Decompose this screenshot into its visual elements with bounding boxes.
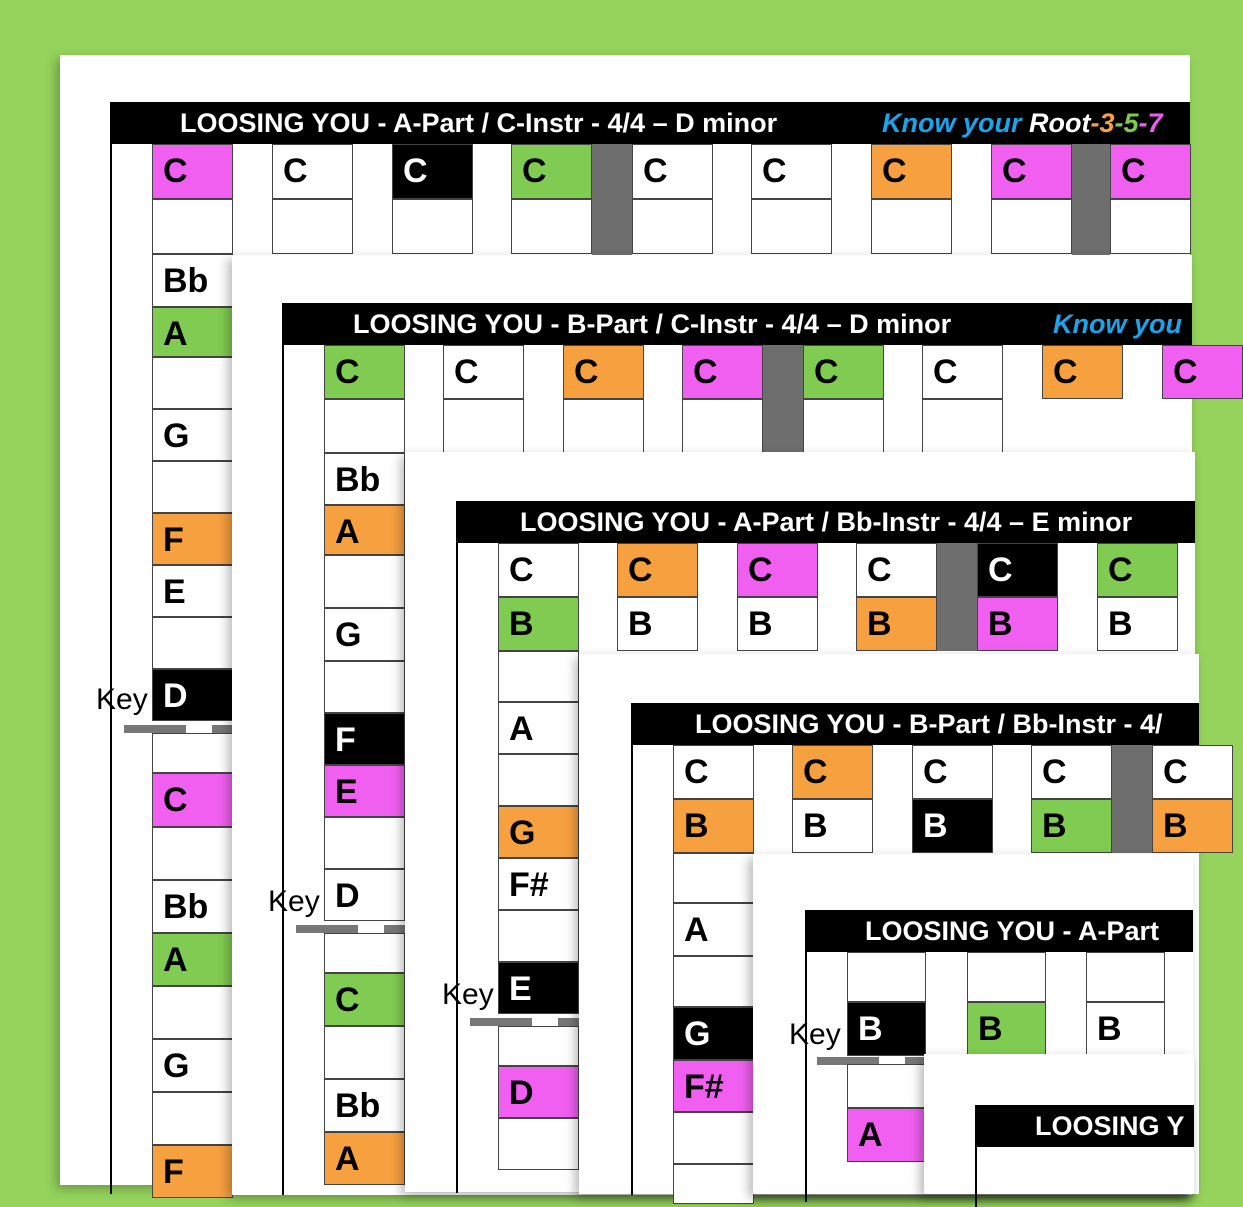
bar-chord-cell: C [977,543,1058,597]
note-cell: A [324,505,405,555]
tagline-know: Know your [882,108,1029,138]
bar-chord-cell: C [1152,745,1233,799]
empty-cell [511,199,592,254]
note-cell: A [498,702,579,754]
key-note-cell: B [847,1002,926,1056]
note-cell: A [847,1108,926,1162]
empty-cell [324,933,405,973]
note-cell: Bb [152,880,233,933]
key-dash [296,925,358,933]
empty-cell [673,1164,754,1204]
note-cell: Bb [324,1079,405,1132]
empty-cell [991,199,1072,254]
bar-chord-cell: C [617,543,698,597]
title-bar [456,501,1195,543]
tagline-root: Root [1029,108,1091,138]
bar-chord-cell: C [673,745,754,799]
empty-cell [324,555,405,608]
sheet-title: LOOSING YOU - B-Part / C-Instr - 4/4 – D minor [353,309,952,339]
empty-cell [324,399,405,453]
key-note-cell: E [498,962,579,1014]
tagline-know: Know you [1053,309,1182,339]
empty-cell [152,1092,233,1145]
empty-cell [152,199,233,254]
bar-chord-cell: C [563,345,644,399]
bar-chord-cell: C [498,543,579,597]
row2-cell: B [1086,1002,1165,1056]
key-note-cell: D [324,869,405,921]
empty-cell [803,399,884,453]
grid-left-line [975,1147,977,1207]
bar-chord-cell: C [1031,745,1112,799]
tagline-dash: - [1138,108,1148,138]
note-cell: E [152,565,233,617]
note-cell: Bb [324,453,405,505]
sheet-title: LOOSING YOU - A-Part / Bb-Instr - 4/4 – E minor [520,507,1133,537]
note-cell: C [324,973,405,1026]
note-cell: Bb [152,254,233,307]
tagline-dash: - [1090,108,1100,138]
title-bar [975,1105,1194,1147]
grid-left-line [110,144,112,1194]
row2-cell: B [792,799,873,853]
empty-cell [751,199,832,254]
empty-cell [498,1026,579,1066]
row2-cell: B [737,597,818,651]
note-cell: C [152,773,233,827]
tagline-3: 3 [1099,108,1115,138]
bar-divider [1112,745,1152,853]
title-bar [282,303,1192,345]
bar-chord-cell: C [922,345,1003,399]
row2-cell: B [1097,597,1178,651]
empty-cell [324,661,405,713]
note-cell: G [673,1007,754,1060]
row2-cell: B [1031,799,1112,853]
empty-cell [152,461,233,513]
empty-cell [1110,199,1191,254]
bar-divider [592,144,632,259]
sheet-title: LOOSING YOU - A-Part / C-Instr - 4/4 – D minor [180,108,778,138]
note-cell: F# [673,1060,754,1112]
empty-cell [498,651,579,702]
row2-cell: B [856,597,937,651]
key-dash [124,725,186,733]
note-cell: G [152,1039,233,1092]
key-label: Key [268,885,320,918]
empty-cell [673,956,754,1007]
bar-chord-cell: C [272,144,353,199]
bar-chord-cell: C [991,144,1072,199]
bar-chord-cell: C [511,144,592,199]
bar-chord-cell: C [1097,543,1178,597]
bar-divider [937,543,977,651]
bar-divider [1072,144,1110,259]
empty-cell [673,1112,754,1164]
bar-chord-cell: C [803,345,884,399]
bar-chord-cell: C [912,745,993,799]
empty-cell [324,1026,405,1079]
empty-cell [847,1064,926,1108]
empty-cell [1086,952,1165,1002]
row2-cell: B [912,799,993,853]
empty-cell [922,399,1003,453]
empty-cell [673,853,754,903]
row2-cell: B [498,597,579,651]
grid-left-line [631,745,633,1195]
key-note-cell: D [152,669,233,721]
note-cell: F# [498,858,579,910]
tagline [1053,303,1182,345]
bar-chord-cell: C [632,144,713,199]
empty-cell [152,986,233,1039]
sheet-title: LOOSING Y [1035,1111,1185,1141]
tagline-5: 5 [1123,108,1139,138]
bar-divider [763,345,803,453]
bar-chord-cell: C [1110,144,1191,199]
note-cell: D [498,1066,579,1118]
sheet-title: LOOSING YOU - A-Part [865,916,1160,946]
sheet-title: LOOSING YOU - B-Part / Bb-Instr - 4/ [695,709,1163,739]
empty-cell [847,952,926,1002]
empty-cell [152,617,233,669]
tagline [882,102,1163,144]
bar-chord-cell: C [1162,345,1243,399]
bar-chord-cell: C [324,345,405,399]
empty-cell [563,399,644,453]
row2-cell: B [1152,799,1233,853]
note-cell: A [152,307,233,357]
note-cell: F [152,1145,233,1198]
bar-chord-cell: C [1042,345,1123,399]
empty-cell [152,733,233,773]
empty-cell [272,199,353,254]
empty-cell [632,199,713,254]
empty-cell [682,399,763,453]
row2-cell: B [617,597,698,651]
note-cell: E [324,765,405,817]
empty-cell [498,754,579,806]
bar-chord-cell: C [792,745,873,799]
title-bar [110,102,1190,144]
empty-cell [392,199,473,254]
tagline-7: 7 [1147,108,1163,138]
bar-chord-cell: C [392,144,473,199]
empty-cell [967,952,1046,1002]
bar-chord-cell: C [871,144,952,199]
empty-cell [871,199,952,254]
bar-chord-cell: C [751,144,832,199]
key-label: Key [442,978,494,1011]
empty-cell [498,910,579,962]
key-dash [470,1018,532,1026]
note-cell: A [324,1132,405,1185]
note-cell: F [324,713,405,765]
note-cell: A [152,933,233,986]
note-cell: A [673,903,754,956]
note-cell: G [152,409,233,461]
note-cell: G [324,608,405,661]
bar-chord-cell: C [682,345,763,399]
row2-cell: B [673,799,754,853]
empty-cell [498,1118,579,1170]
bar-chord-cell: C [737,543,818,597]
sheet-corner [924,1054,1194,1194]
grid-left-line [456,543,458,1193]
empty-cell [324,817,405,869]
bar-chord-cell: C [152,144,233,199]
grid-left-line [805,952,807,1202]
note-cell: G [498,806,579,858]
tagline-dash: - [1114,108,1124,138]
title-bar [805,910,1193,952]
row2-cell: B [977,597,1058,651]
empty-cell [152,827,233,880]
row2-cell: B [967,1002,1046,1056]
grid-left-line [282,345,284,1195]
empty-cell [443,399,524,453]
title-bar [631,703,1199,745]
note-cell: F [152,513,233,565]
bar-chord-cell: C [443,345,524,399]
key-label: Key [789,1018,841,1051]
key-label: Key [96,683,148,716]
empty-cell [152,357,233,409]
bar-chord-cell: C [856,543,937,597]
